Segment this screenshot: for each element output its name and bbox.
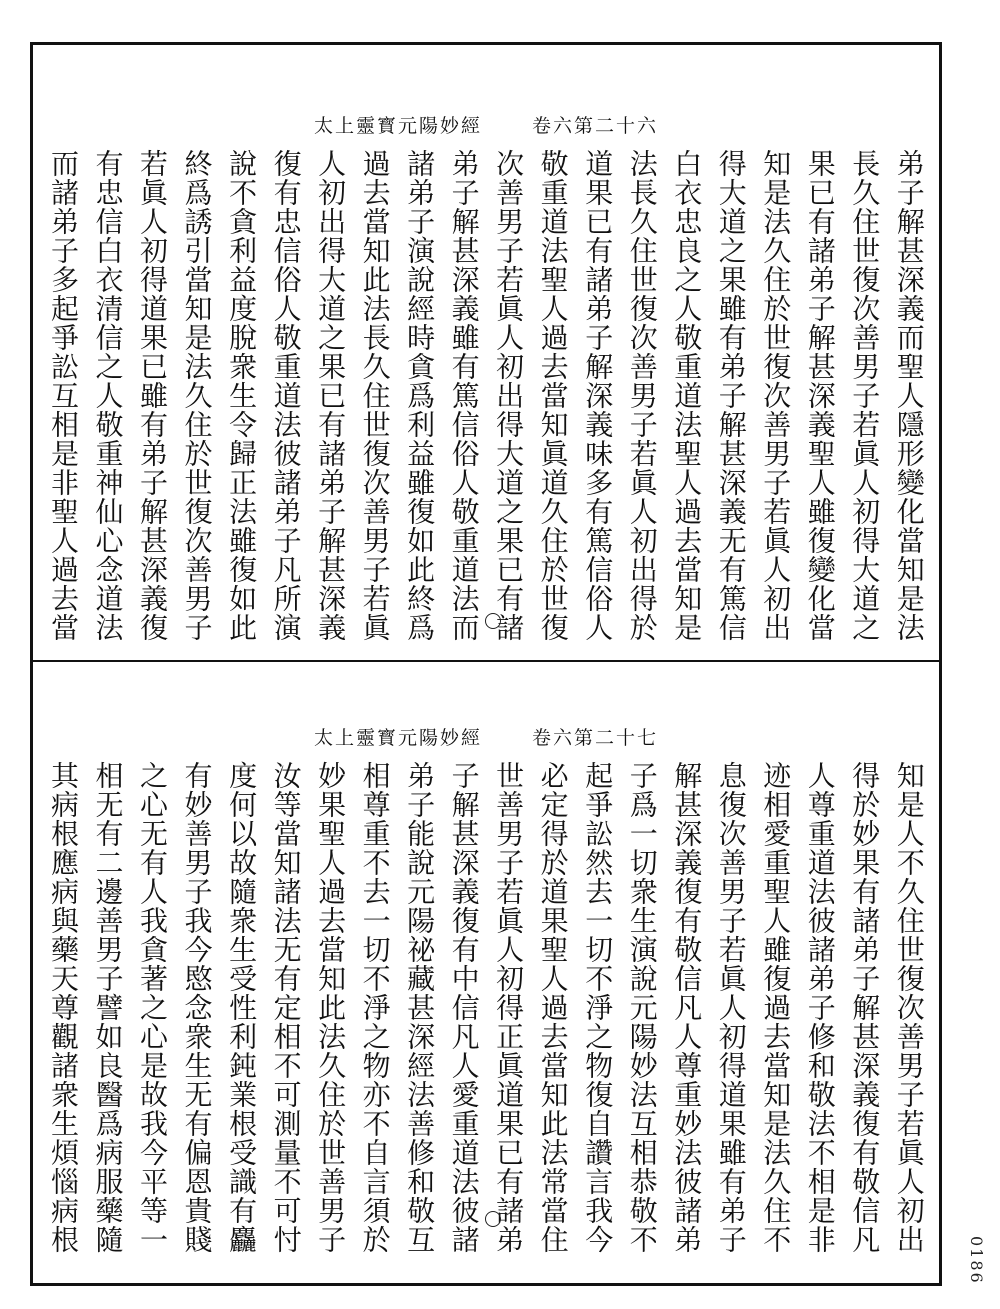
top-header-title: 太上靈寳元陽妙經 [313,115,482,137]
text-column: 終爲誘引當知是法久住於世復次善男子 [180,149,214,642]
text-column: 有妙善男子我今愍念衆生无有偏恩貴賤 [180,761,214,1254]
bottom-header-chapter: 卷六第二十七 [532,727,659,749]
text-column: 過去當知此法長久住世復次善男子若眞 [358,149,392,642]
text-column: 得於妙果有諸弟子解甚深義復有敬信凡 [848,761,882,1254]
text-column: 息復次善男子若眞人初得道果雖有弟子 [714,761,748,1254]
bottom-header-title: 太上靈寳元陽妙經 [313,727,482,749]
text-column: 說不貪利益度脫衆生令歸正法雖復如此 [225,149,259,642]
text-column: 復有忠信俗人敬重道法彼諸弟子凡所演 [269,149,303,642]
text-column: 子解甚深義復有中信凡人愛重道法彼諸 [447,761,481,1254]
text-column: 相无有二邊善男子譬如良醫爲病服藥隨 [91,761,125,1254]
bottom-header [33,723,939,750]
text-column: 有忠信白衣清信之人敬重神仙心念道法 [91,149,125,642]
paragraph-mark-circle [485,613,501,629]
top-header [33,111,939,138]
top-text-columns [43,149,929,669]
text-column: 相尊重不去一切不淨之物亦不自言須於 [358,761,392,1254]
text-column: 人尊重道法彼諸弟子修和敬法不相是非 [803,761,837,1254]
text-column: 長久住世復次善男子若眞人初得大道之 [848,149,882,642]
text-column: 知是人不久住世復次善男子若眞人初出 [892,761,926,1254]
text-column: 度何以故隨衆生受性利鈍業根受識有麤 [225,761,259,1254]
text-column: 弟子解甚深義而聖人隱形變化當知是法 [892,149,926,642]
text-column: 其病根應病與藥天尊觀諸衆生煩惱病根 [47,761,80,1254]
text-column: 果已有諸弟子解甚深義聖人雖復變化當 [803,149,837,642]
text-column: 弟子能說元陽祕藏甚深經法善修和敬互 [403,761,437,1254]
text-column: 子爲一切衆生演說元陽妙法互相恭敬不 [625,761,659,1254]
text-column: 人初出得大道之果已有諸弟子解甚深義 [314,149,348,642]
page-number: 0186 [967,1236,986,1285]
top-panel [33,45,939,659]
text-column: 汝等當知諸法无有定相不可測量不可忖 [269,761,303,1254]
text-column: 弟子解甚深義雖有篤信俗人敬重道法而 [447,149,481,642]
text-column: 法長久住世復次善男子若眞人初出得於 [625,149,659,642]
text-column: 白衣忠良之人敬重道法聖人過去當知是 [670,149,704,642]
text-column: 若眞人初得道果已雖有弟子解甚深義復 [136,149,170,642]
text-column: 之心无有人我貪著之心是故我今平等一 [136,761,170,1254]
text-column: 道果已有諸弟子解深義味多有篤信俗人 [581,149,615,642]
text-column: 解甚深義復有敬信凡人尊重妙法彼諸弟 [670,761,704,1254]
text-column: 敬重道法聖人過去當知眞道久住於世復 [536,149,570,642]
text-column: 妙果聖人過去當知此法久住於世善男子 [314,761,348,1254]
top-header-chapter: 卷六第二十六 [532,115,659,137]
bottom-panel [33,663,939,1283]
paragraph-mark-circle [485,1211,501,1227]
text-column: 諸弟子演說經時貪爲利益雖復如此終爲 [403,149,437,642]
bottom-text-columns [43,761,929,1281]
text-column: 次善男子若眞人初出得大道之果已有諸 [492,149,526,642]
text-column: 而諸弟子多起爭訟互相是非聖人過去當 [47,149,80,642]
text-column: 世善男子若眞人初得正眞道果已有諸弟 [492,761,526,1254]
text-column: 得大道之果雖有弟子解甚深義无有篤信 [714,149,748,642]
text-column: 必定得於道果聖人過去當知此法常當住 [536,761,570,1254]
text-column: 知是法久住於世復次善男子若眞人初出 [759,149,793,642]
text-column: 迹相愛重聖人雖復過去當知是法久住不 [759,761,793,1254]
text-column: 起爭訟然去一切不淨之物復自讚言我今 [581,761,615,1254]
